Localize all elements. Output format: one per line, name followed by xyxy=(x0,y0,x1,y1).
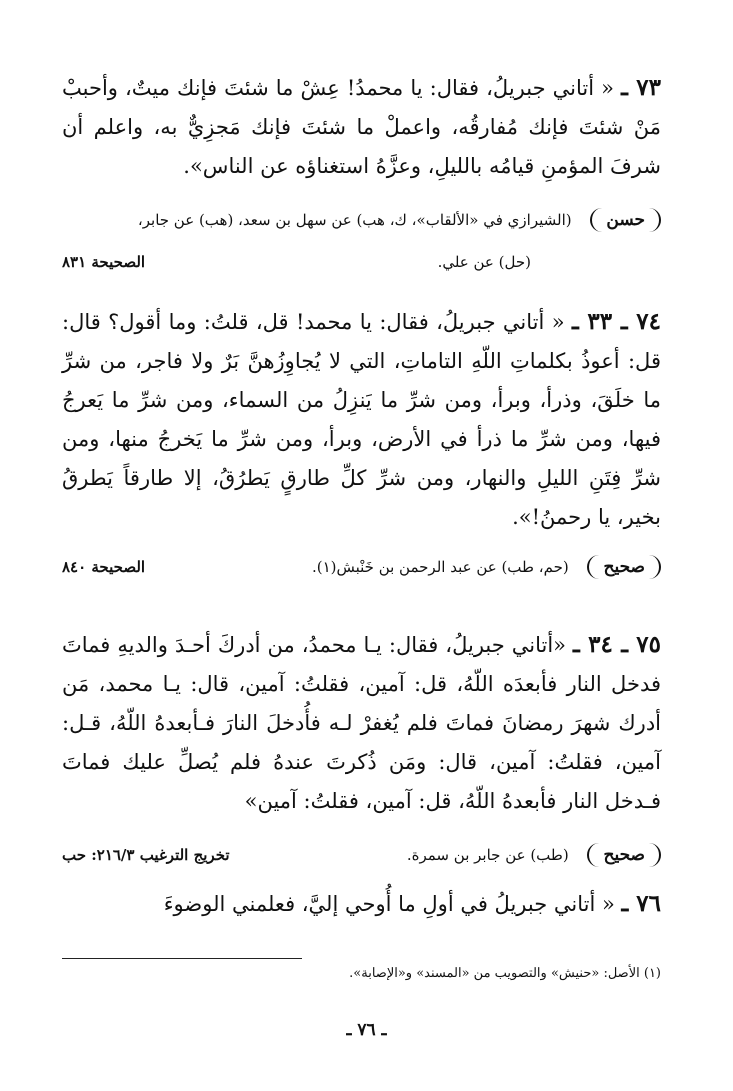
hadith-number: ٧٣ ـ xyxy=(621,74,661,101)
hadith-75 xyxy=(62,625,661,821)
hadith-text: «أتاني جبريلُ، فقال: يـا محمدُ، من أدركَ أحـدَ والديهِ فماتَ فدخل النار فأبعدَه اللّهُ، قل: آمين، فقلتُ: آمين، قال: يـا محمد، مَن أدرك شهرَ رمضانَ فماتَ فلم يُغفرْ لـه فأُدخلَ النارَ فـأبعدهُ اللّهُ، قـل: آمين، فقلتُ: آمين، قال: ومَن ذُكرتَ عندهُ فلم يُصلِّ عليك فماتَ فـدخل النار فأبعدهُ اللّهُ، قل: آمين، فقلتُ: آمين» xyxy=(62,633,661,813)
hadith-76 xyxy=(62,884,661,924)
hadith-74-source xyxy=(62,552,661,582)
hadith-73-source-2 xyxy=(62,247,661,277)
hadith-text: « أتاني جبريلُ، فقال: يا محمدُ! عِشْ ما شئتَ فإنك ميتٌ، وأحببْ مَنْ شئتَ فإنك مُفارقُه، واعملْ ما شئتَ فإنك مَجزِيٌّ به، واعلم أن شرفَ المؤمنِ قيامُه بالليلِ، وعزَّهُ استغناؤه عن الناس». xyxy=(62,76,662,178)
hadith-number: ٧٦ ـ xyxy=(621,890,661,917)
grade-badge: حسن xyxy=(590,208,661,232)
source-line: (حم، طب) عن عبد الرحمن بن خَنْبش(١). xyxy=(311,558,569,576)
source-line: (الشيرازي في «الألقاب»، ك، هب) عن سهل بن سعد، (هب) عن جابر، xyxy=(137,211,572,229)
source-line: (طب) عن جابر بن سمرة. xyxy=(406,846,569,864)
grade-badge: صحيح xyxy=(587,555,661,579)
footnote: (١) الأصل: «حنيش» والتصويب من «المسند» و«الإصابة». xyxy=(349,966,661,981)
reference: الصحيحة ٨٣١ xyxy=(62,253,146,271)
reference: تخريج الترغيب ٢١٦/٣: حب xyxy=(62,846,230,864)
hadith-number: ٧٤ ـ ٣٣ ـ xyxy=(571,308,661,335)
hadith-73 xyxy=(62,68,661,186)
reference: الصحيحة ٨٤٠ xyxy=(62,558,146,576)
grade-badge: صحيح xyxy=(587,843,661,867)
hadith-73-source xyxy=(62,205,661,235)
hadith-number: ٧٥ ـ ٣٤ ـ xyxy=(573,631,661,658)
footnote-divider xyxy=(62,958,302,959)
hadith-75-source xyxy=(62,840,661,870)
hadith-text: « أتاني جبريلُ في أولِ ما أُوحي إليَّ، فعلمني الوضوءَ xyxy=(163,892,615,916)
hadith-text: « أتاني جبريلُ، فقال: يا محمد! قل، قلتُ: وما أقول؟ قال: قل: أعوذُ بكلماتِ اللّهِ التاماتِ، التي لا يُجاوِزُهنَّ بَرٌ ولا فاجر، من شرِّ ما خلَقَ، وذرأ، وبرأ، ومن شرِّ ما يَنزِلُ من السماء، ومن شرِّ ما يَعرجُ فيها، ومن شرِّ ما ذرأ في الأرض، وبرأ، ومن شرِّ ما يَخرجُ منها، ومن شرِّ فِتَنِ الليلِ والنهار، ومن شرِّ كلِّ طارقٍ يَطرُقُ، إلا طارقاً يَطرقُ بخير، يا رحمنُ!». xyxy=(62,310,661,529)
source-line: (حل) عن علي. xyxy=(437,253,531,271)
hadith-74 xyxy=(62,302,661,537)
page-number: ـ ٧٦ ـ xyxy=(346,1020,387,1040)
